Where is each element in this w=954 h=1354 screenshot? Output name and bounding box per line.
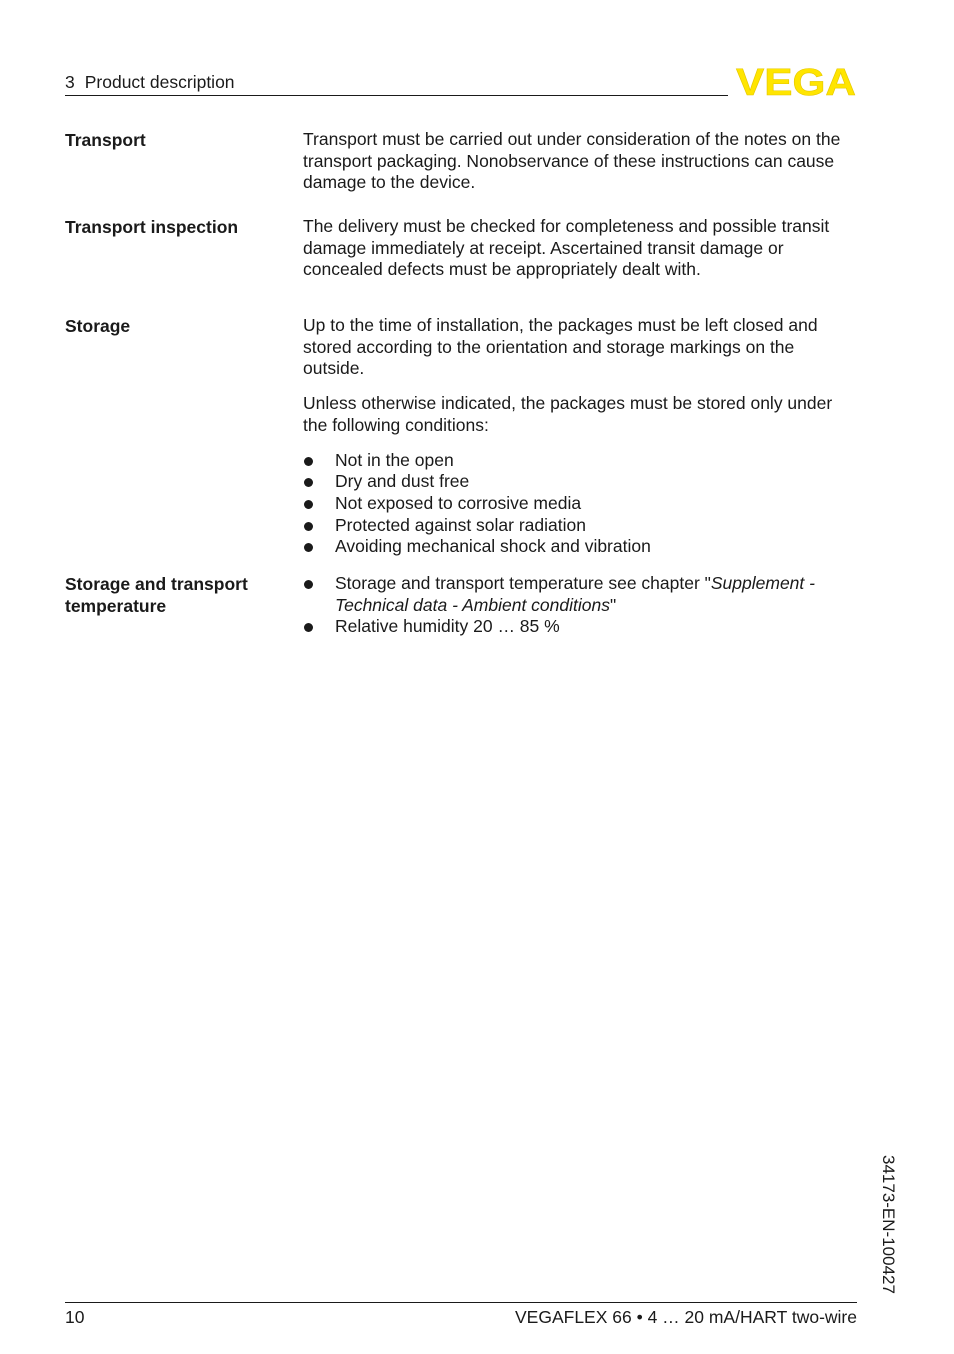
chapter-number: 3 xyxy=(65,72,75,92)
storage-paragraph-2: Unless otherwise indicated, the packages must be stored only under the following conditions: xyxy=(303,393,833,435)
list-item: Not exposed to corrosive media xyxy=(303,493,859,515)
section-label-storage-transport-temperature: Storage and transport temperature xyxy=(65,574,248,616)
footer-product-name: VEGAFLEX 66 • 4 … 20 mA/HART two-wire xyxy=(515,1307,857,1327)
section-text-transport-inspection xyxy=(303,216,859,281)
bullet-icon xyxy=(304,478,313,487)
list-item: Avoiding mechanical shock and vibration xyxy=(303,536,859,558)
document-id: 34173-EN-100427 xyxy=(879,1155,898,1294)
footer-rule xyxy=(65,1302,857,1303)
bullet-icon xyxy=(304,457,313,466)
bullet-icon xyxy=(304,543,313,552)
transport-paragraph: Transport must be carried out under consideration of the notes on the transport packaging. Nonobservance of these instructions can cause damage to the device. xyxy=(303,129,841,193)
temperature-list xyxy=(303,573,859,638)
running-header xyxy=(65,72,235,92)
bullet-icon xyxy=(304,500,313,509)
list-item: Protected against solar radiation xyxy=(303,515,859,537)
section-text-storage-transport-temperature xyxy=(303,573,859,638)
vega-logo xyxy=(735,66,857,98)
section-text-transport xyxy=(303,129,859,194)
page-number: 10 xyxy=(65,1307,85,1327)
storage-conditions-list xyxy=(303,450,859,559)
chapter-title: Product description xyxy=(84,72,235,92)
transport-inspection-paragraph: The delivery must be checked for completeness and possible transit damage immediately at receipt. Ascertained transit damage or concealed defects must be appropriately dealt with. xyxy=(303,216,830,280)
bullet-icon xyxy=(304,580,313,589)
list-item: Not in the open xyxy=(303,450,859,472)
section-text-storage xyxy=(303,315,859,558)
bullet-icon xyxy=(304,522,313,531)
storage-paragraph-1: Up to the time of installation, the packages must be left closed and stored according to the orientation and storage markings on the outside. xyxy=(303,315,818,379)
list-item: Storage and transport temperature see chapter "Supplement - Technical data - Ambient conditions" xyxy=(303,573,859,616)
section-label-transport-inspection: Transport inspection xyxy=(65,217,239,237)
section-label-transport: Transport xyxy=(65,130,146,150)
header-rule xyxy=(65,95,728,96)
bullet-icon xyxy=(304,623,313,632)
vega-logo-graphic xyxy=(735,66,857,98)
svg-text:VEGA: VEGA xyxy=(736,66,856,98)
chapter-reference: Supplement - Technical data - Ambient conditions xyxy=(335,573,815,615)
section-label-storage: Storage xyxy=(65,316,131,336)
list-item: Relative humidity 20 … 85 % xyxy=(303,616,859,638)
list-item: Dry and dust free xyxy=(303,471,859,493)
